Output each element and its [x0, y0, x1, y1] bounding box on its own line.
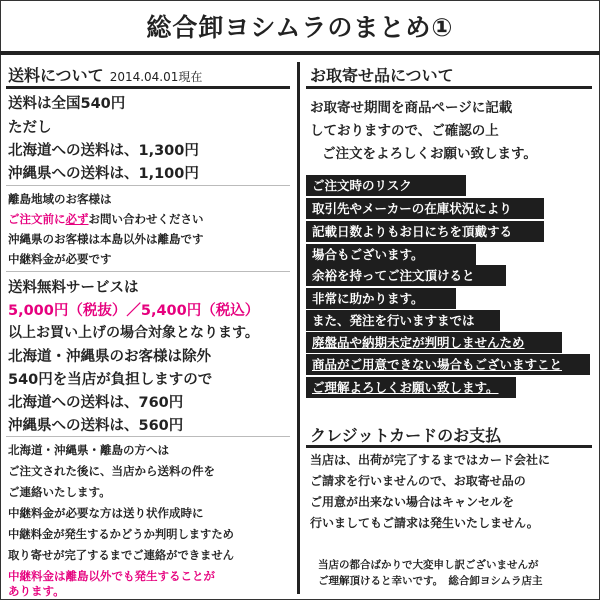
island-line: 中継料金が必要です: [8, 252, 112, 266]
section-separator: [6, 185, 290, 186]
island-notice-contact: お問い合わせください: [88, 212, 204, 226]
order-heading: お取寄せ品について: [310, 66, 454, 85]
remote-line: 中継料金が必要な方は送り状作成時に: [8, 506, 204, 520]
island-notice-must: 必ず: [65, 212, 89, 226]
remote-line: ご注文された後に、当店から送料の件を: [8, 464, 215, 478]
section-separator: [6, 271, 290, 272]
remote-warning: 中継料金は離島以外でも発生することが: [8, 569, 215, 583]
shipping-line: 沖縄県への送料は、1,100円: [8, 166, 199, 182]
free-shipping-line: 北海道・沖縄県のお客様は除外: [8, 349, 211, 365]
island-notice-before-order: ご注文前に: [8, 212, 66, 226]
credit-heading-rule: [306, 445, 592, 448]
credit-heading: クレジットカードのお支払: [310, 426, 502, 445]
remote-line: 中継料金が発生するかどうか判明しますため: [8, 528, 234, 541]
risk-line: [306, 377, 516, 398]
order-line: ご注文をよろしくお願い致します。: [322, 146, 537, 162]
free-shipping-line: 沖縄県への送料は、560円: [8, 418, 184, 434]
shipping-line: 北海道への送料は、1,300円: [8, 143, 199, 159]
remote-line: ご連絡いたします。: [8, 485, 111, 499]
footer-line: ご理解頂けると幸いです。 総合卸ヨシムラ店主: [318, 575, 543, 587]
remote-warning: あります。: [8, 584, 65, 598]
risk-line: また、発注を行いますまでは: [306, 310, 500, 331]
order-heading-rule: [306, 86, 592, 89]
shipping-line: ただし: [8, 120, 52, 136]
page-title: 総合卸ヨシムラのまとめ①: [146, 13, 454, 42]
risk-line-text: 商品がご用意できない場合もございますこと: [312, 357, 563, 372]
risk-line: [306, 332, 562, 353]
island-line: 離島地域のお客様は: [8, 192, 112, 206]
order-line: しておりますので、ご確認の上: [310, 123, 499, 139]
risk-line: 記載日数よりもお日にちを頂戴する: [306, 221, 544, 242]
order-line: お取寄せ期間を商品ページに記載: [310, 100, 513, 116]
shipping-line: 送料は全国540円: [8, 96, 126, 112]
shipping-heading-text: 送料について: [8, 66, 104, 85]
risk-line: 余裕を持ってご注文頂けると: [306, 265, 506, 286]
risk-line-text: ご理解よろしくお願い致します。: [312, 380, 499, 395]
shipping-date: 2014.04.01現在: [109, 70, 203, 84]
column-divider: [297, 62, 300, 594]
remote-line: 取り寄せが完了するまでご連絡ができません: [8, 549, 234, 562]
free-shipping-heading: 送料無料サービスは: [8, 280, 139, 296]
free-shipping-line: 北海道への送料は、760円: [8, 395, 184, 411]
free-shipping-line: 540円を当店が負担しますので: [8, 372, 213, 388]
risk-line: [306, 354, 590, 375]
footer-line: 当店の都合ばかりで大変申し訳ございませんが: [318, 559, 539, 571]
free-shipping-line: 以上お買い上げの場合対象となります。: [8, 325, 259, 341]
risk-line-text: 廃盤品や納期未定が判明しませんため: [312, 335, 525, 350]
free-shipping-threshold: 5,000円（税抜）／5,400円（税込）: [8, 303, 260, 319]
risk-line: 場合もございます。: [306, 244, 476, 265]
section-separator: [6, 436, 290, 437]
credit-line: ご用意が出来ない場合はキャンセルを: [310, 495, 515, 509]
remote-line: 北海道・沖縄県・離島の方へは: [8, 443, 169, 457]
credit-line: 行いましてもご請求は発生いたしません。: [310, 516, 539, 530]
shipping-heading-rule: [6, 86, 290, 89]
risk-line: 非常に助かります。: [306, 288, 456, 309]
credit-line: 当店は、出荷が完了するまではカード会社に: [310, 453, 551, 467]
risk-line: 取引先やメーカーの在庫状況により: [306, 198, 544, 219]
title-divider: [0, 51, 600, 55]
island-line: 沖縄県のお客様は本島以外は離島です: [8, 232, 204, 246]
shipping-heading: [8, 63, 202, 86]
risk-heading: ご注文時のリスク: [306, 175, 466, 196]
footer-note: [318, 557, 543, 589]
island-notice-line: [8, 211, 204, 227]
credit-line: ご請求を行いませんので、お取寄せ品の: [310, 474, 526, 488]
